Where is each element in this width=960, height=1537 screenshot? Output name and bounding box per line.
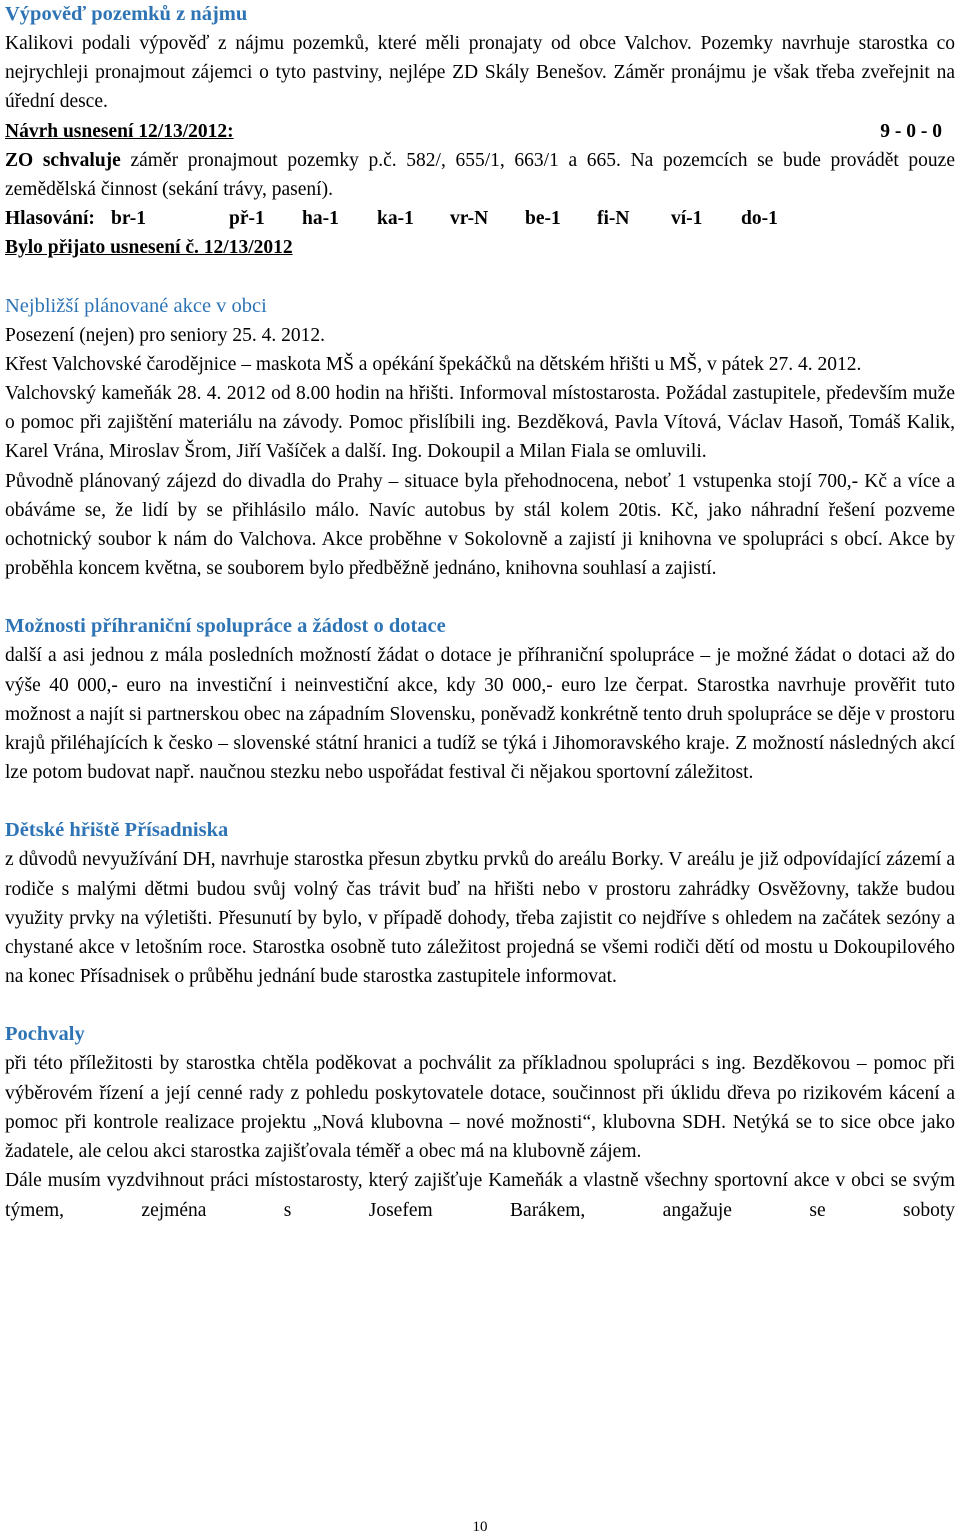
- praise-paragraph-continued: Dále musím vyzdvihnout práci místostarosty, který zajišťuje Kameňák a vlastně všechny sportovní akce v obci se svým týmem, zejména s Josefem Barákem, angažuje se soboty: [5, 1170, 955, 1221]
- page-number: 10: [472, 1519, 488, 1535]
- spacer: [5, 787, 955, 816]
- vote-item: ka-1: [377, 208, 414, 230]
- event-line: Původně plánovaný zájezd do divadla do Prahy – situace byla přehodnocena, neboť 1 vstupenka stojí 700,- Kč a více a obáváme se, že lidí by se přihlásilo málo. Navíc autobus by stál kolem 20tis. Kč, jako náhradní řešení pozveme ochotnický soubor k nám do Valchova. Akce proběhne v Sokolovně a zajistí ji knihovna ve spolupráci s obcí. Akce by proběhla koncem května, se souborem bylo předběžně jednáno, knihovna souhlasí a zajistí.: [5, 470, 955, 580]
- vote-item: ha-1: [302, 208, 339, 230]
- vote-result: 9 - 0 - 0: [880, 120, 942, 142]
- event-line: Křest Valchovské čarodějnice – maskota MŠ a opékání špekáčků na dětském hřišti u MŠ, v pátek 27. 4. 2012.: [5, 353, 862, 375]
- spacer: [5, 991, 955, 1020]
- vote-label: Hlasování:: [5, 208, 95, 230]
- section-title-cross-border: Možnosti příhraniční spolupráce a žádost o dotace: [5, 615, 446, 638]
- vote-item: do-1: [741, 208, 778, 230]
- resolution-header: [5, 117, 942, 146]
- resolution-label: Návrh usnesení 12/13/2012:: [5, 120, 234, 142]
- event-line: Valchovský kameňák 28. 4. 2012 od 8.00 hodin na hřišti. Informoval místostarosta. Požádal zastupitele, především muže o pomoc při zajištění materiálu na závody. Pomoc přislíbili ing. Bezděková, Pavla Vítová, Václav Hasoň, Tomáš Kalik, Karel Vrána, Miroslav Šrom, Jiří Vašíček a další. Ing. Dokoupil a Milan Fiala se omluvili.: [5, 383, 955, 463]
- spacer: [5, 583, 955, 612]
- section-title-praise: Pochvaly: [5, 1023, 85, 1046]
- section-title-lease-termination: Výpověď pozemků z nájmu: [5, 3, 248, 25]
- document-page: [5, 0, 955, 1225]
- cross-border-paragraph: další a asi jednou z mála posledních možností žádat o dotace je příhraniční spolupráce – je možné žádat o dotaci až do výše 40 000,- euro na investiční i neinvestiční akce, kdy 30 000,- euro lze čerpat. Starostka navrhuje prověřit tuto možnost a najít si partnerskou obec na západním Slovensku, poněvadž konkrétně tento druh spolupráce se děje v prostoru krajů přiléhajících k česko – slovenské státní hranici a tudíž se týká i Jihomoravského kraje. Z možností následných akcí lze potom budovat např. naučnou stezku nebo uspořádat festival či nějakou sportovní záležitost.: [5, 645, 955, 784]
- vote-item: fi-N: [597, 208, 630, 230]
- section-title-playground: Dětské hřiště Přísadniska: [5, 819, 229, 842]
- lease-paragraph: Kalikovi podali výpověď z nájmu pozemků, které měli pronajaty od obce Valchov. Pozemky navrhuje starostka co nejrychleji pronajmout zájemci o tyto pastviny, nejlépe ZD Skály Benešov. Záměr pronájmu je však třeba zveřejnit na úřední desce.: [5, 33, 955, 113]
- section-title-planned-events: Nejbližší plánované akce v obci: [5, 294, 267, 317]
- approval-paragraph: [5, 146, 955, 204]
- praise-paragraph: při této příležitosti by starostka chtěla poděkovat a pochválit za příkladnou spolupráci s ing. Bezděkovou – pomoc při výběrovém řízení a její cenné rady z pohledu poskytovatele dotace, součinnost při úklidu dřeva po rizikovém kácení a pomoc při kontrole realizace projektu „Nová klubovna – nové možnosti“, klubovna SDH. Netýká se to sice obce jako žadatele, ale celou akci starostka zajišťovala téměř a obec má na klubovně zájem.: [5, 1053, 955, 1163]
- approval-bold: ZO schvaluje: [5, 149, 121, 171]
- vote-item: br-1: [111, 208, 147, 230]
- vote-item: ví-1: [671, 208, 703, 230]
- playground-paragraph: z důvodů nevyužívání DH, navrhuje starostka přesun zbytku prvků do areálu Borky. V areálu je již odpovídající zázemí a rodiče s malými dětmi budou svůj volný čas trávit buď na hřišti nebo v prostoru zahrádky Osvěžovny, takže budou využity prvky na výletišti. Přesunutí by bylo, v případě dohody, třeba zajistit co nejdříve s ohledem na začátek sezóny a chystané akce v letošním roce. Starostka osobně tuto záležitost projedná se všemi rodiči dětí od mostu u Dokoupilového na konec Přísadnisek o průběhu jednání bude starostka zastupitele informovat.: [5, 849, 955, 988]
- event-line: Posezení (nejen) pro seniory 25. 4. 2012.: [5, 324, 326, 346]
- approval-text: záměr pronajmout pozemky p.č. 582/, 655/1, 663/1 a 665. Na pozemcích se bude provádět pouze zemědělská činnost (sekání trávy, pasení).: [5, 149, 955, 201]
- spacer: [5, 263, 955, 292]
- vote-item: be-1: [525, 208, 561, 230]
- vote-item: př-1: [229, 208, 265, 230]
- vote-line: [5, 204, 955, 233]
- resolution-accepted: Bylo přijato usnesení č. 12/13/2012: [5, 237, 293, 259]
- vote-item: vr-N: [450, 208, 489, 230]
